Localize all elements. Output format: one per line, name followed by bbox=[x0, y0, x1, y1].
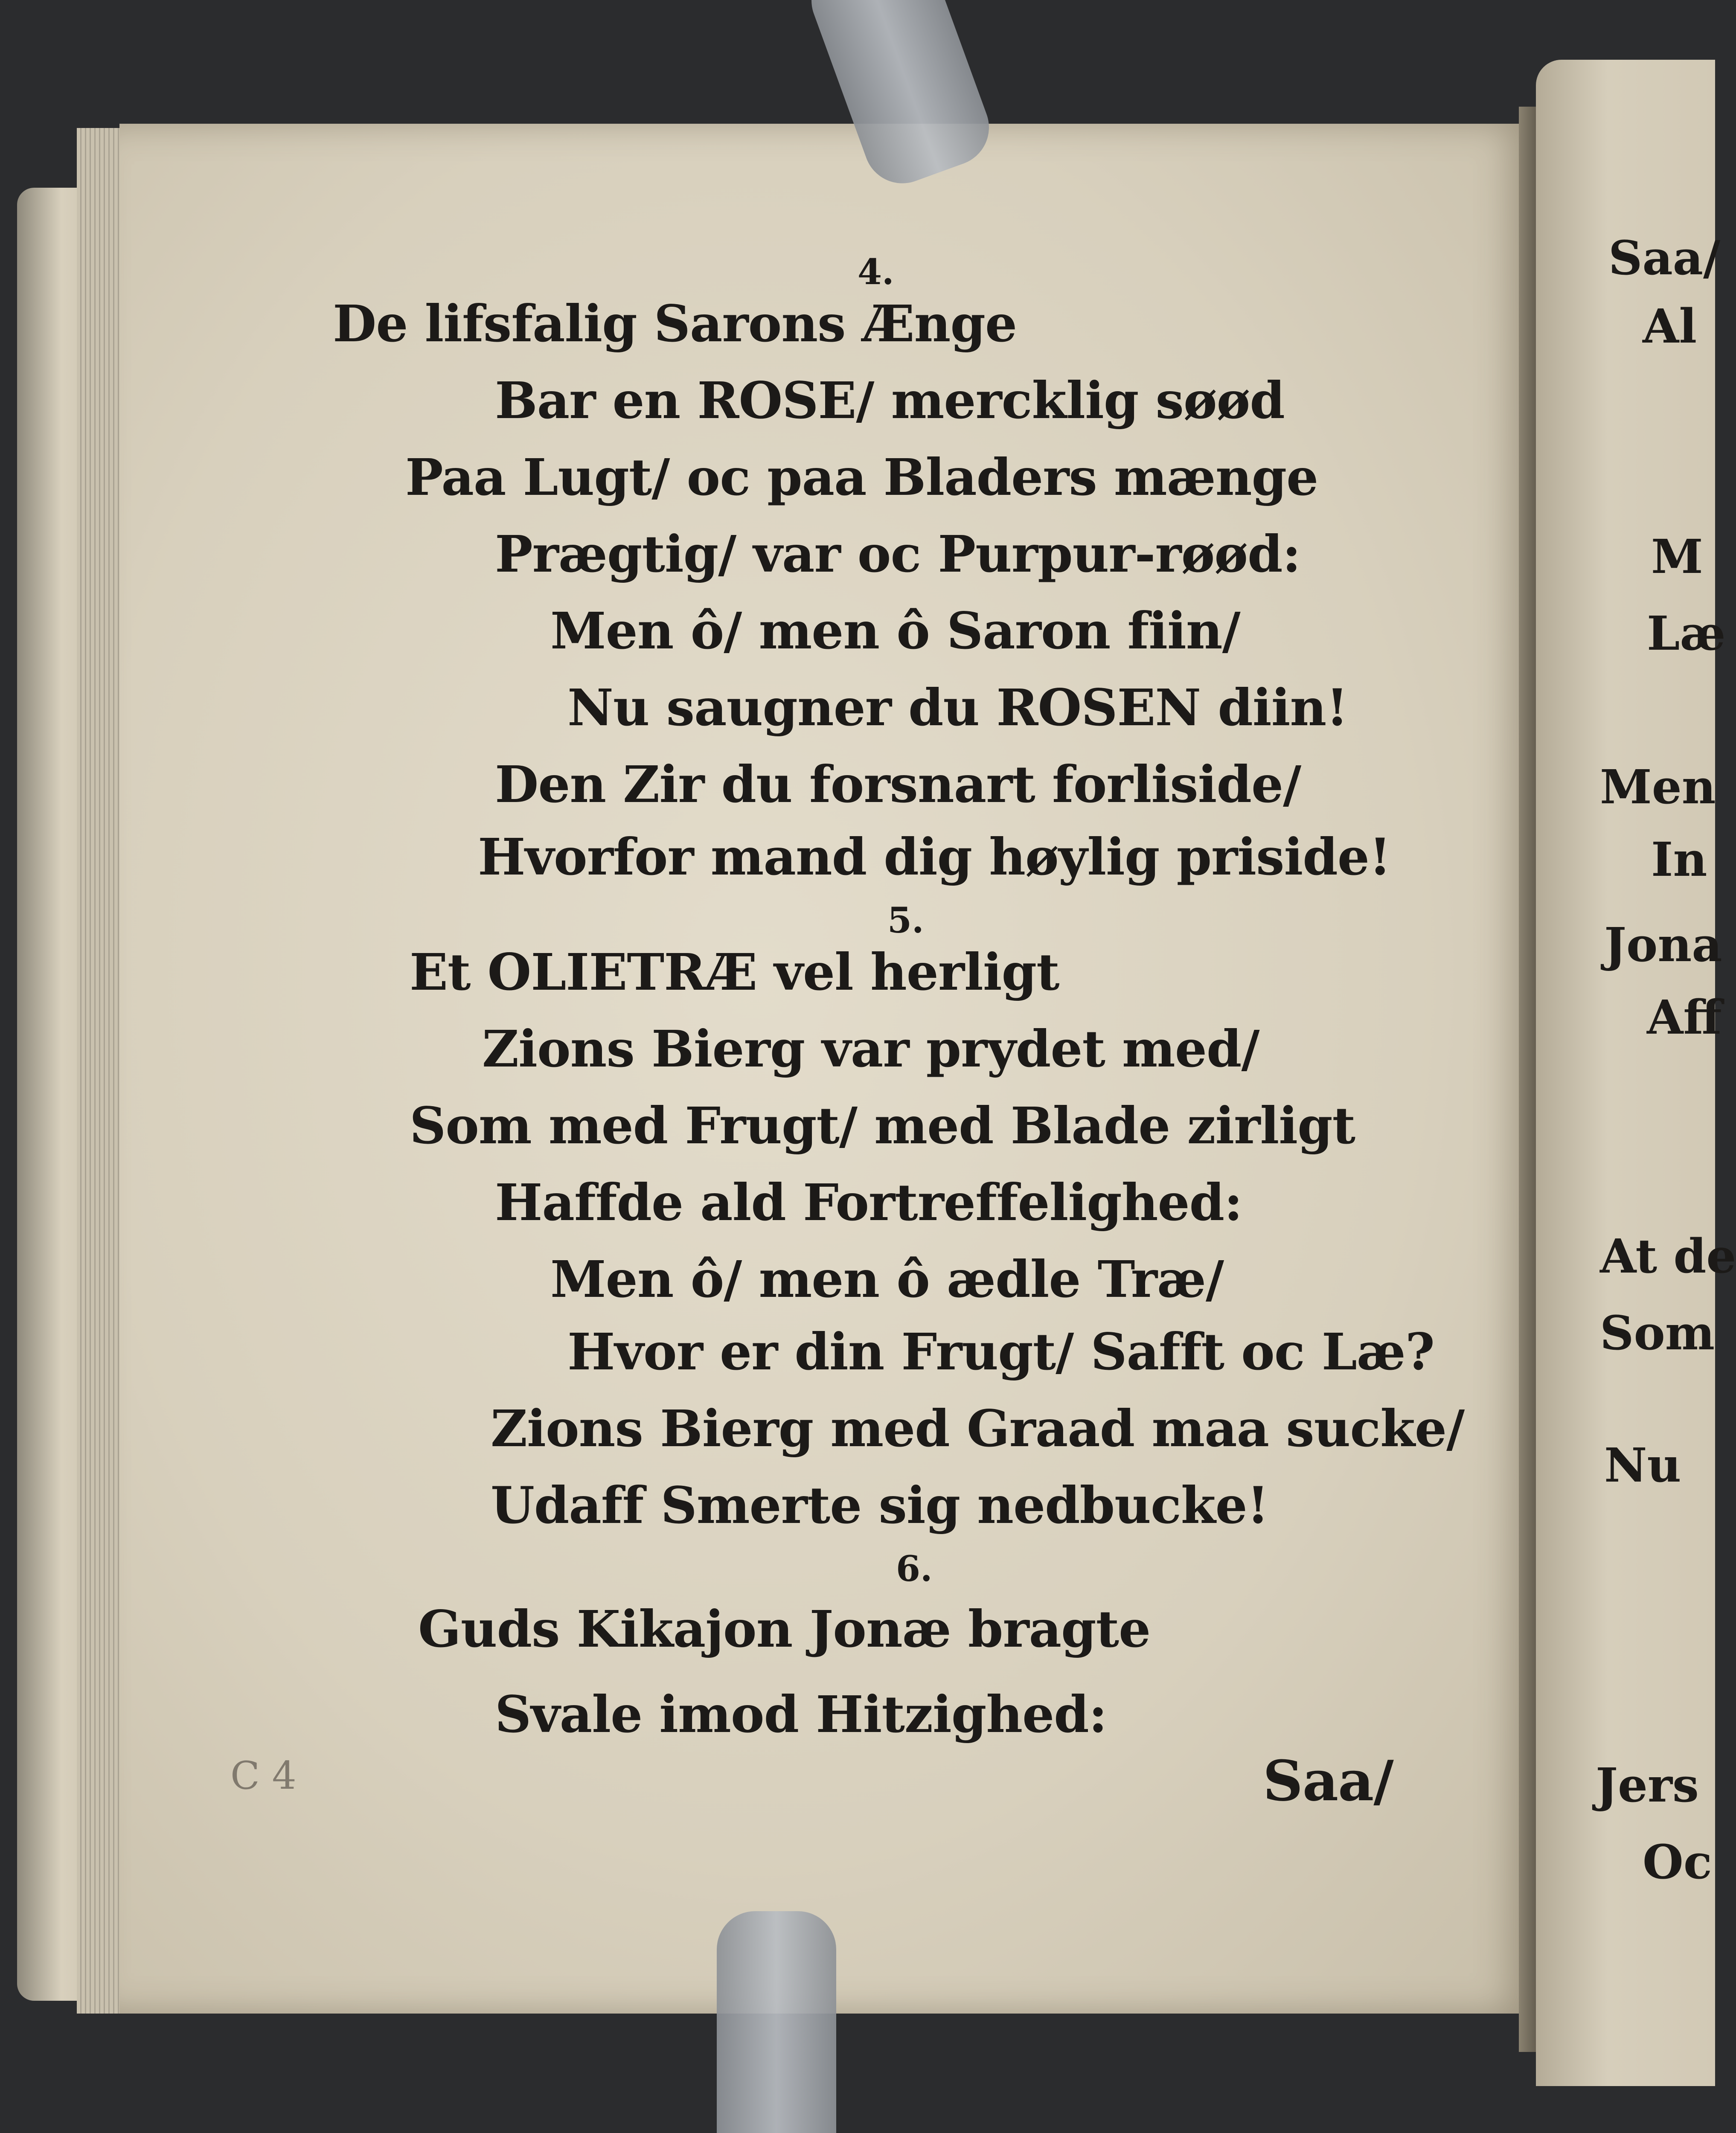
facing-page-fragment: M bbox=[1651, 529, 1703, 584]
verse-line: Paa Lugt/ oc paa Bladers mænge bbox=[405, 448, 1318, 507]
facing-page-fragment: Al bbox=[1643, 299, 1697, 354]
facing-page-fragment: Jona bbox=[1604, 917, 1722, 972]
verse-line: Svale imod Hitzighed: bbox=[495, 1685, 1107, 1744]
facing-page-fragment: Saa/ bbox=[1608, 230, 1721, 285]
verse-line: Hvor er din Frugt/ Safft oc Læ? bbox=[567, 1322, 1434, 1381]
verse-line: Bar en ROSE/ mercklig søød bbox=[495, 371, 1285, 430]
facing-page-fragment: Som bbox=[1600, 1305, 1715, 1360]
facing-page-fragment: Nu bbox=[1604, 1438, 1681, 1493]
verse-line: Den Zir du forsnart forliside/ bbox=[495, 755, 1301, 814]
verse-line: Et OLIETRÆ vel herligt bbox=[410, 942, 1059, 1002]
verse-line: Men ô/ men ô ædle Træ/ bbox=[550, 1250, 1224, 1309]
verse-line: Hvorfor mand dig høylig priside! bbox=[478, 827, 1391, 886]
verse-line: Zions Bierg med Graad maa sucke/ bbox=[491, 1399, 1465, 1458]
verse-line: Udaff Smerte sig nedbucke! bbox=[491, 1476, 1269, 1535]
stanza-number: 4. bbox=[858, 252, 894, 293]
facing-page-fragment: In bbox=[1651, 832, 1707, 887]
signature-mark: C 4 bbox=[230, 1753, 297, 1798]
facing-page-fragment: Oc bbox=[1643, 1834, 1712, 1889]
verse-line: Zions Bierg var prydet med/ bbox=[482, 1019, 1259, 1078]
facing-page-fragment: Men bbox=[1600, 759, 1716, 814]
facing-page-fragment: Aff bbox=[1647, 990, 1722, 1045]
verse-line: De lifsfalig Sarons Ænge bbox=[333, 294, 1017, 353]
catchword: Saa/ bbox=[1263, 1748, 1393, 1813]
verse-line: Haffde ald Fortreffelighed: bbox=[495, 1173, 1242, 1232]
facing-page-fragment: At de bbox=[1600, 1229, 1736, 1284]
facing-page-fragment: Jers bbox=[1596, 1758, 1699, 1813]
verse-line: Men ô/ men ô Saron fiin/ bbox=[550, 601, 1240, 660]
verse-line: Som med Frugt/ med Blade zirligt bbox=[410, 1096, 1355, 1155]
book-clip bbox=[717, 1911, 836, 2133]
stanza-number: 5. bbox=[887, 900, 924, 941]
verse-line: Guds Kikajon Jonæ bragte bbox=[418, 1599, 1151, 1659]
facing-page-fragment: Læ bbox=[1647, 606, 1726, 661]
show-through-text bbox=[239, 239, 255, 294]
verse-line: Nu saugner du ROSEN diin! bbox=[567, 678, 1348, 737]
stanza-number: 6. bbox=[896, 1549, 933, 1590]
verse-line: Prægtig/ var oc Purpur-røød: bbox=[495, 524, 1301, 584]
